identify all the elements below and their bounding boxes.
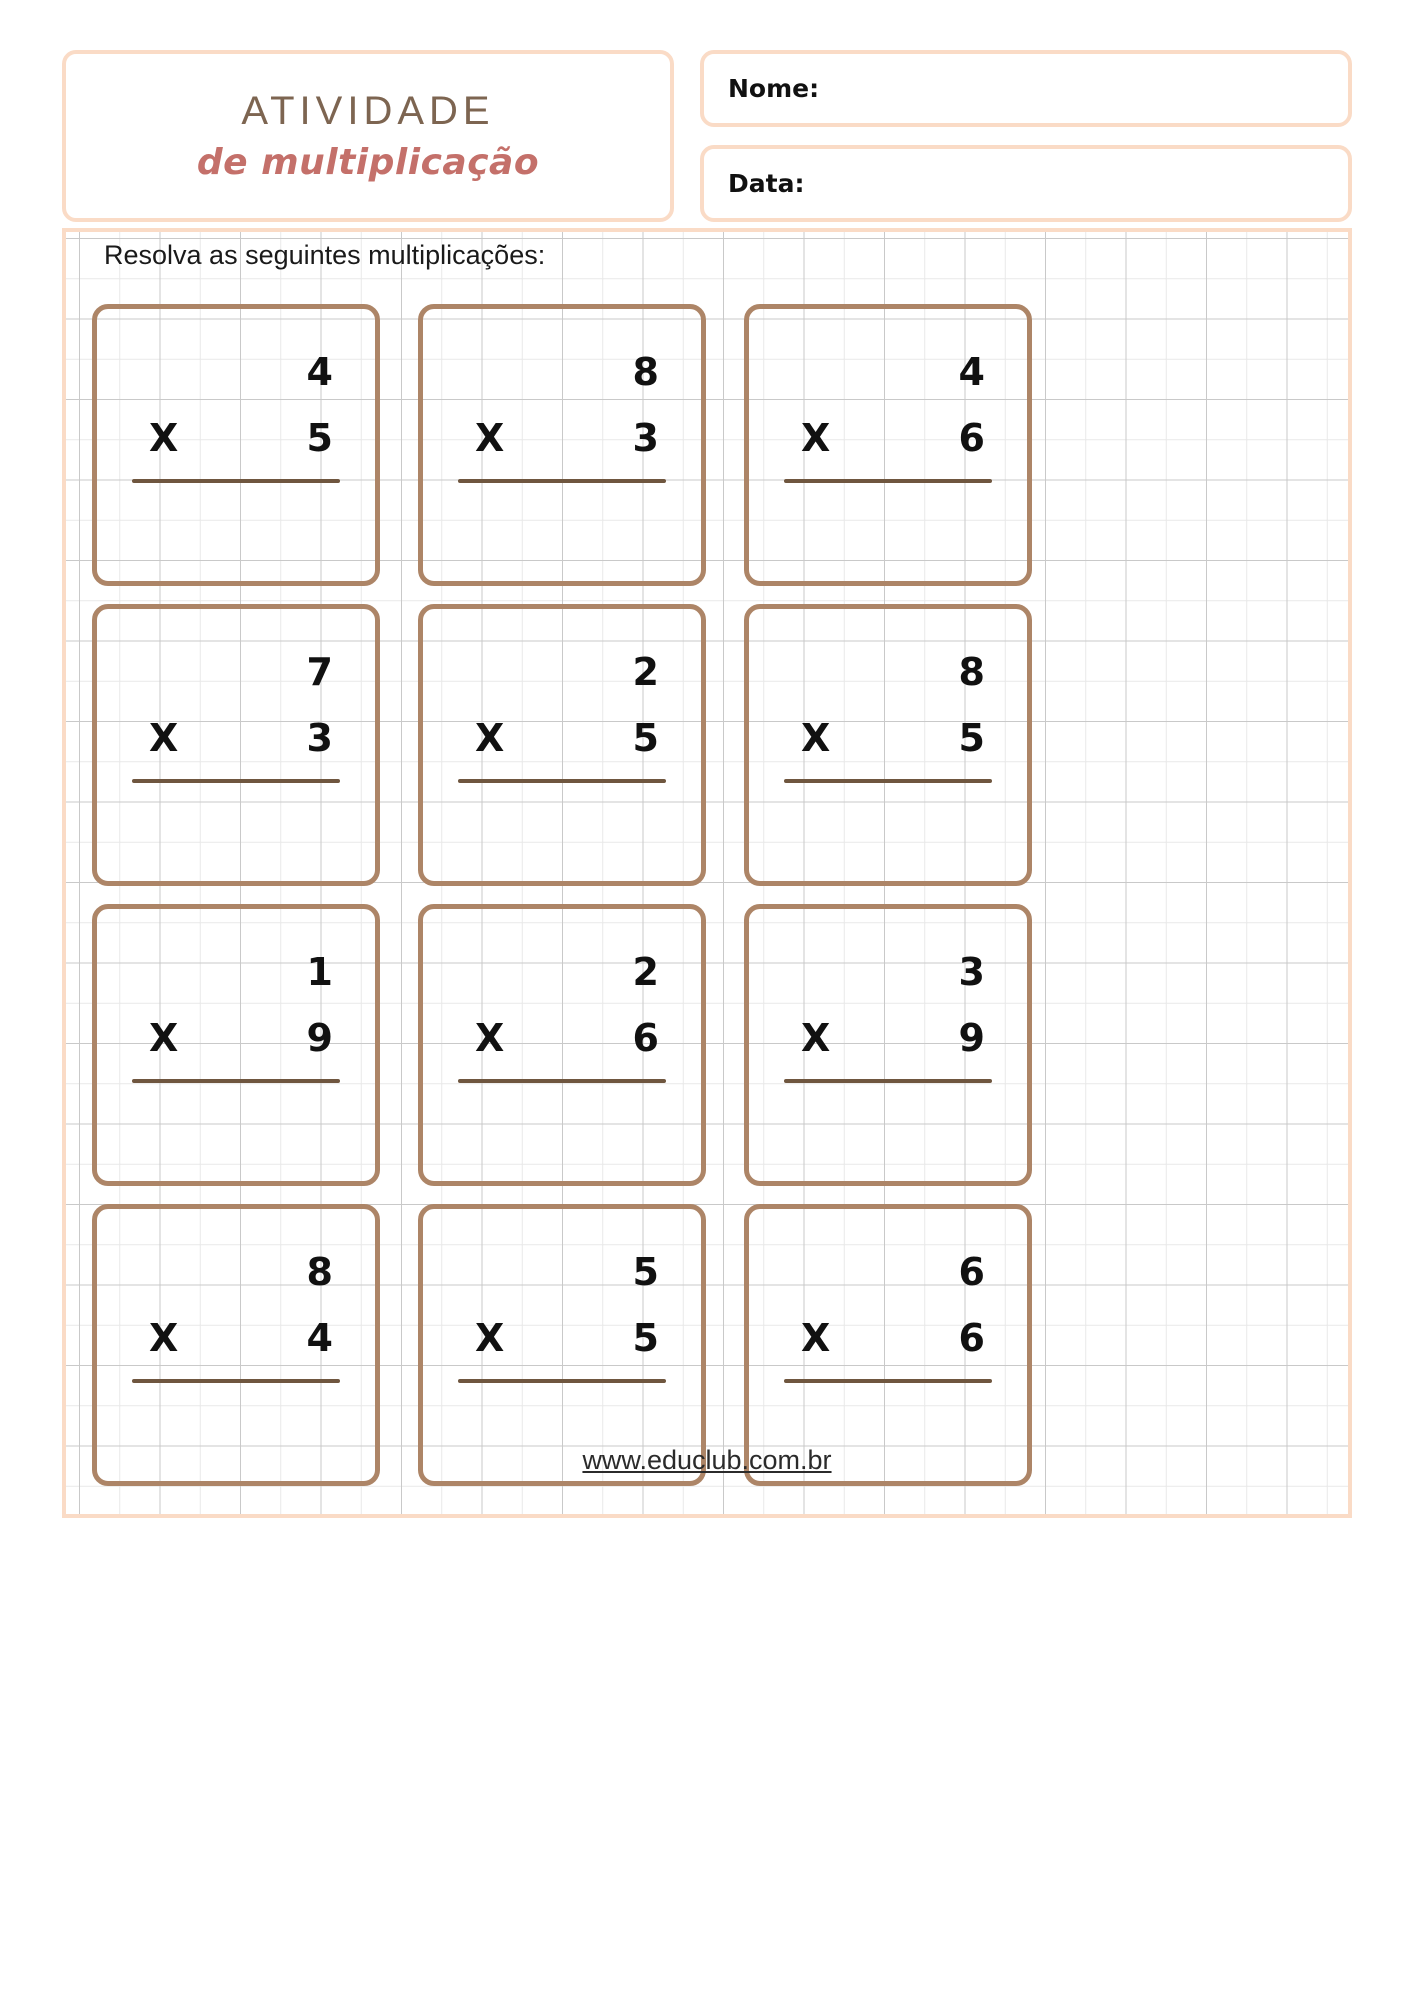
- multiplicand: 8: [632, 350, 659, 394]
- answer-rule: [458, 1079, 666, 1083]
- multiply-icon: X: [149, 1316, 179, 1360]
- multiplier: 3: [632, 416, 659, 460]
- answer-rule: [458, 479, 666, 483]
- multiply-icon: X: [149, 716, 179, 760]
- multiplier: 9: [958, 1016, 985, 1060]
- multiplier: 9: [306, 1016, 333, 1060]
- student-fields: [700, 50, 1352, 222]
- answer-rule: [458, 779, 666, 783]
- answer-rule: [784, 779, 992, 783]
- multiplier: 5: [632, 1316, 659, 1360]
- multiplicand: 4: [958, 350, 985, 394]
- multiplier: 3: [306, 716, 333, 760]
- answer-rule: [784, 1079, 992, 1083]
- multiplicand: 4: [306, 350, 333, 394]
- multiply-icon: X: [149, 1016, 179, 1060]
- multiplier: 5: [306, 416, 333, 460]
- answer-rule: [132, 1079, 340, 1083]
- answer-rule: [784, 479, 992, 483]
- footer: [0, 1445, 1414, 1476]
- multiplicand: 2: [632, 950, 659, 994]
- title-card: [62, 50, 674, 222]
- grid-sheet: [62, 228, 1352, 1518]
- multiplicand: 2: [632, 650, 659, 694]
- multiply-icon: X: [475, 1016, 505, 1060]
- multiplicand: 7: [306, 650, 333, 694]
- name-field-label: Nome:: [728, 74, 820, 103]
- worksheet-title: ATIVIDADE: [241, 89, 495, 134]
- name-field[interactable]: [700, 50, 1352, 127]
- answer-rule: [132, 779, 340, 783]
- multiplicand: 3: [958, 950, 985, 994]
- multiplier: 6: [958, 1316, 985, 1360]
- problem-box[interactable]: [744, 1204, 1032, 1486]
- date-field[interactable]: [700, 145, 1352, 222]
- multiply-icon: X: [801, 716, 831, 760]
- multiply-icon: X: [475, 1316, 505, 1360]
- answer-rule: [784, 1379, 992, 1383]
- multiplier: 6: [958, 416, 985, 460]
- multiplicand: 1: [306, 950, 333, 994]
- multiplicand: 5: [632, 1250, 659, 1294]
- problem-box[interactable]: [418, 904, 706, 1186]
- header: [62, 50, 1352, 222]
- problem-box[interactable]: [92, 904, 380, 1186]
- problem-box[interactable]: [744, 304, 1032, 586]
- multiplier: 6: [632, 1016, 659, 1060]
- multiply-icon: X: [801, 1316, 831, 1360]
- worksheet-subtitle: de multiplicação: [196, 142, 540, 184]
- multiplicand: 6: [958, 1250, 985, 1294]
- multiplier: 5: [632, 716, 659, 760]
- site-url-link[interactable]: www.educlub.com.br: [582, 1445, 832, 1475]
- problem-box[interactable]: [92, 604, 380, 886]
- problem-grid: [92, 304, 1328, 1486]
- multiply-icon: X: [149, 416, 179, 460]
- answer-rule: [458, 1379, 666, 1383]
- problem-box[interactable]: [92, 304, 380, 586]
- multiply-icon: X: [801, 416, 831, 460]
- date-field-label: Data:: [728, 169, 805, 198]
- problem-box[interactable]: [418, 604, 706, 886]
- multiply-icon: X: [475, 416, 505, 460]
- problem-box[interactable]: [418, 1204, 706, 1486]
- answer-rule: [132, 479, 340, 483]
- answer-rule: [132, 1379, 340, 1383]
- multiply-icon: X: [801, 1016, 831, 1060]
- multiplier: 4: [306, 1316, 333, 1360]
- problem-box[interactable]: [92, 1204, 380, 1486]
- multiplicand: 8: [958, 650, 985, 694]
- problem-box[interactable]: [744, 604, 1032, 886]
- problem-box[interactable]: [744, 904, 1032, 1186]
- problem-box[interactable]: [418, 304, 706, 586]
- instruction-text: Resolva as seguintes multiplicações:: [104, 240, 546, 270]
- multiply-icon: X: [475, 716, 505, 760]
- multiplicand: 8: [306, 1250, 333, 1294]
- multiplier: 5: [958, 716, 985, 760]
